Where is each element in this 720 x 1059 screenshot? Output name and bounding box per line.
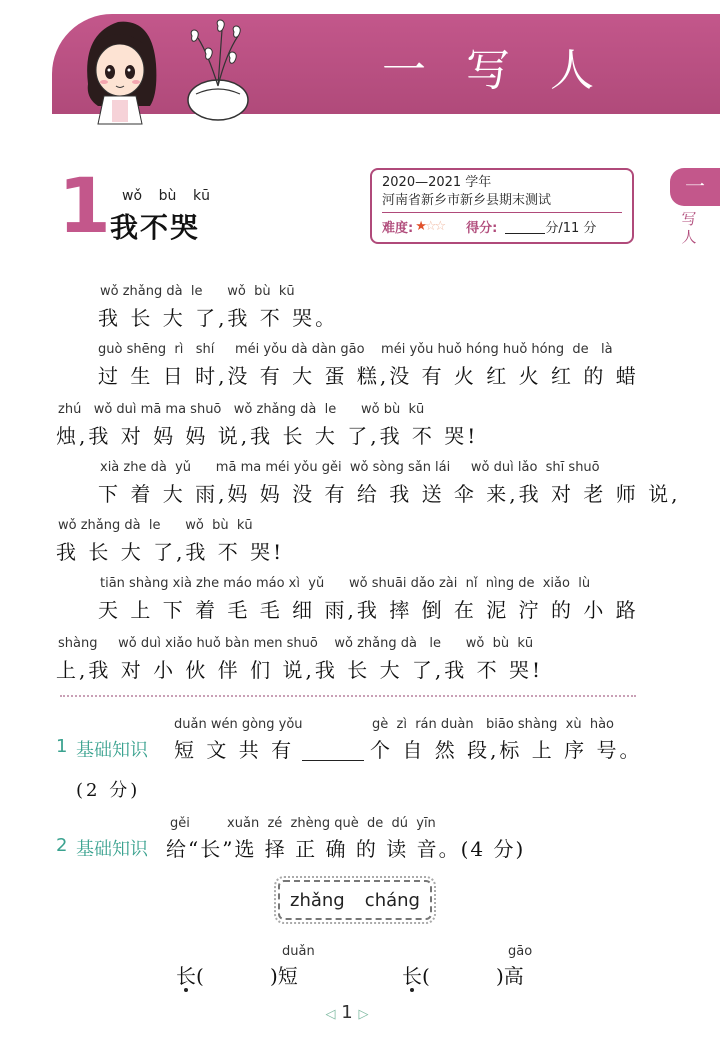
pinyin-row: gāo <box>508 944 533 959</box>
page-deco-right-icon: ▷ <box>358 1007 369 1022</box>
exercise-char: 长( <box>402 964 430 988</box>
chapter-side-tab: 一 <box>670 168 720 206</box>
question-tag: 基础知识 <box>76 839 148 860</box>
question-number: 2 <box>56 835 68 856</box>
lesson-number: 1 <box>58 161 111 250</box>
text-row: 我 长 大 了,我 不 哭! <box>56 540 285 564</box>
text-row: 烛,我 对 妈 妈 说,我 长 大 了,我 不 哭! <box>56 424 479 448</box>
pinyin-row: guò shēng rì shí méi yǒu dà dàn gāo méi yǒu huǒ hóng huǒ hóng de là <box>98 342 613 357</box>
text-row: 我 长 大 了,我 不 哭。 <box>98 306 339 330</box>
exam-source: 河南省新乡市新乡县期末测试 <box>382 193 552 208</box>
text-row: 上,我 对 小 伙 伴 们 说,我 长 大 了,我 不 哭! <box>56 658 544 682</box>
question-tag: 基础知识 <box>76 740 148 761</box>
pinyin-row: xià zhe dà yǔ mā ma méi yǒu gěi wǒ sòng sǎn lái wǒ duì lǎo shī shuō <box>100 460 600 475</box>
star-filled-icon: ★ <box>415 219 425 234</box>
lesson-title: 我不哭 <box>110 211 201 244</box>
girl-illustration <box>78 14 258 126</box>
answer-blank[interactable] <box>302 760 364 761</box>
question-number: 1 <box>56 736 68 757</box>
lesson-title-pinyin: wǒ bù kū <box>122 188 210 204</box>
exam-info-box <box>370 168 634 244</box>
pinyin-row: duǎn <box>282 944 315 959</box>
answer-blank[interactable] <box>428 962 492 986</box>
pinyin-row: tiān shàng xià zhe máo máo xì yǔ wǒ shuāi dǎo zài nǐ nìng de xiǎo lù <box>100 576 591 591</box>
pinyin-row: gěi xuǎn zé zhèng què de dú yīn <box>170 816 436 831</box>
reading-option[interactable]: cháng <box>364 889 420 911</box>
emphasis-dot <box>184 988 188 992</box>
section-divider <box>60 695 636 697</box>
question-text: 个 自 然 段,标 上 序 号。 <box>370 738 643 762</box>
question-text: 短 文 共 有 <box>174 738 295 762</box>
difficulty-stars <box>415 219 444 234</box>
emphasis-dot <box>410 988 414 992</box>
page-deco-left-icon: ◁ <box>325 1007 336 1022</box>
school-year: 2020—2021 学年 <box>382 175 492 190</box>
score-total: 分/11 分 <box>545 221 597 236</box>
text-row: 下 着 大 雨,妈 妈 没 有 给 我 送 伞 来,我 对 老 师 说, <box>98 482 681 506</box>
reading-options-box <box>278 880 432 920</box>
chapter-side-label: 写 人 <box>681 210 697 246</box>
difficulty-label: 难度: <box>382 221 414 236</box>
reading-option[interactable]: zhǎng <box>290 889 345 911</box>
pinyin-row: wǒ zhǎng dà le wǒ bù kū <box>100 284 295 299</box>
star-empty-icon: ☆☆ <box>424 219 445 234</box>
pinyin-row: zhú wǒ duì mā ma shuō wǒ zhǎng dà le wǒ bù kū <box>58 402 425 417</box>
pinyin-row: wǒ zhǎng dà le wǒ bù kū <box>58 518 253 533</box>
text-row: 天 上 下 着 毛 毛 细 雨,我 摔 倒 在 泥 泞 的 小 路 <box>98 598 639 622</box>
question-text: 给“长”选 择 正 确 的 读 音。(4 分) <box>166 837 526 861</box>
score-blank[interactable] <box>505 220 545 234</box>
score-label: 得分: <box>466 221 498 236</box>
question-score: (2 分) <box>76 780 141 801</box>
chapter-title: 一写人 <box>382 45 634 96</box>
exercise-word: )短 <box>270 964 298 988</box>
answer-blank[interactable] <box>202 962 266 986</box>
exercise-char: 长( <box>176 964 204 988</box>
text-row: 过 生 日 时,没 有 大 蛋 糕,没 有 火 红 火 红 的 蜡 <box>98 364 639 388</box>
pinyin-row: shàng wǒ duì xiǎo huǒ bàn men shuō wǒ zhǎng dà le wǒ bù kū <box>58 636 534 651</box>
page-number: ◁ 1 ▷ <box>325 1002 369 1023</box>
pinyin-row: duǎn wén gòng yǒu <box>174 717 303 732</box>
exercise-word: )高 <box>496 964 524 988</box>
pinyin-row: gè zì rán duàn biāo shàng xù hào <box>372 717 614 732</box>
